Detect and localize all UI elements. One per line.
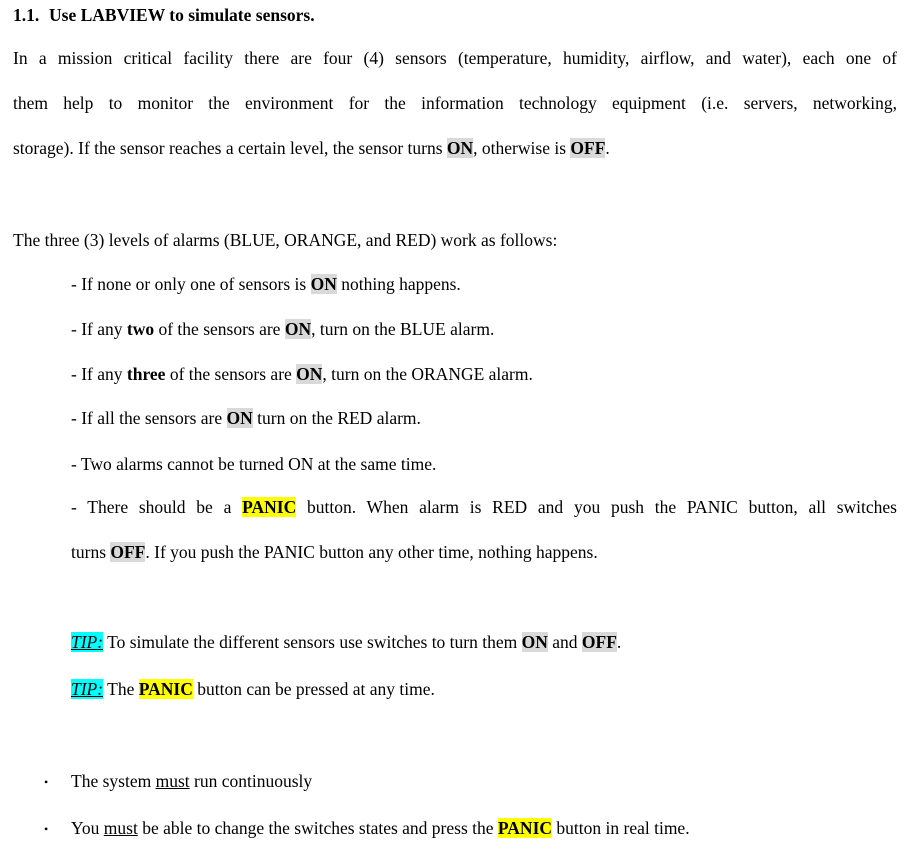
requirement-2-text-c: button in real time. [552,818,690,838]
requirement-2-text-a: You [71,818,104,838]
rule-6 [71,495,897,519]
on-keyword: ON [310,274,337,294]
tip-2-text-a: The [103,679,139,699]
rule-1 [71,272,461,296]
rule-4 [71,406,421,430]
rule-4-text-a: - If all the sensors are [71,408,227,428]
section-heading [13,3,315,27]
rule-3-text-a: - If any [71,364,127,384]
tip-1 [71,630,621,654]
rule-4-text-b: turn on the RED alarm. [252,408,421,428]
tip-label: TIP: [71,632,104,652]
rule-6-text-a: - There should be a [71,497,243,517]
section-title: Use LABVIEW to simulate sensors. [49,5,315,25]
rule-5 [71,452,436,476]
off-keyword: OFF [581,632,617,652]
intro-text-3c: . [605,138,610,158]
rule-5-text: - Two alarms cannot be turned ON at the same time. [71,454,437,474]
intro-text-2: them help to monitor the environment for the information technology equipment (i.e. servers, networking, [13,93,897,113]
rule-3-text-b: of the sensors are [165,364,297,384]
rule-2-text-b: of the sensors are [154,319,285,339]
rule-6-text-d: . If you push the PANIC button any other time, nothing happens. [145,542,598,562]
tip-1-text-b: and [547,632,582,652]
on-keyword: ON [226,408,253,428]
intro-line-1 [13,46,897,70]
must-emphasis: must [103,818,138,838]
panic-keyword: PANIC [242,497,297,517]
must-emphasis: must [155,771,190,791]
off-keyword: OFF [570,138,606,158]
rule-1-text-a: - If none or only one of sensors is [71,274,311,294]
rule-6-text-b: button. When alarm is RED and you push the PANIC button, all switches [296,497,897,517]
rule-6-continued [71,540,598,564]
rule-2-bold: two [126,319,155,339]
requirement-1-text-b: run continuously [189,771,313,791]
bullet-icon: • [44,822,49,836]
intro-text-3b: , otherwise is [473,138,571,158]
requirement-2 [71,816,690,840]
rule-3-bold: three [126,364,166,384]
rule-3 [71,362,533,386]
requirement-1-text-a: The system [71,771,156,791]
rule-3-text-c: , turn on the ORANGE alarm. [322,364,533,384]
off-keyword: OFF [110,542,146,562]
tip-label: TIP: [71,679,104,699]
tip-2-text-b: button can be pressed at any time. [192,679,435,699]
intro-line-2 [13,91,897,115]
tip-1-text-a: To simulate the different sensors use switches to turn them [103,632,522,652]
alarms-intro [13,228,557,252]
intro-text-3a: storage). If the sensor reaches a certain level, the sensor turns [13,138,447,158]
panic-keyword: PANIC [497,818,553,838]
tip-2 [71,677,435,701]
tip-1-text-c: . [616,632,622,652]
intro-text-1: In a mission critical facility there are four (4) sensors (temperature, humidity, airflow, and water), each one of [13,48,897,68]
on-keyword: ON [521,632,548,652]
on-keyword: ON [284,319,312,339]
on-keyword: ON [446,138,474,158]
rule-2-text-a: - If any [71,319,127,339]
intro-line-3 [13,136,610,160]
alarms-intro-text: The three (3) levels of alarms (BLUE, ORANGE, and RED) work as follows: [13,230,558,250]
on-keyword: ON [296,364,323,384]
rule-1-text-b: nothing happens. [336,274,461,294]
bullet-icon: • [44,775,49,789]
rule-2 [71,317,494,341]
section-number: 1.1. [13,5,40,25]
requirement-2-text-b: be able to change the switches states and press the [137,818,498,838]
requirement-1 [71,769,312,793]
panic-keyword: PANIC [138,679,193,699]
rule-6-text-c: turns [71,542,111,562]
rule-2-text-c: , turn on the BLUE alarm. [311,319,495,339]
